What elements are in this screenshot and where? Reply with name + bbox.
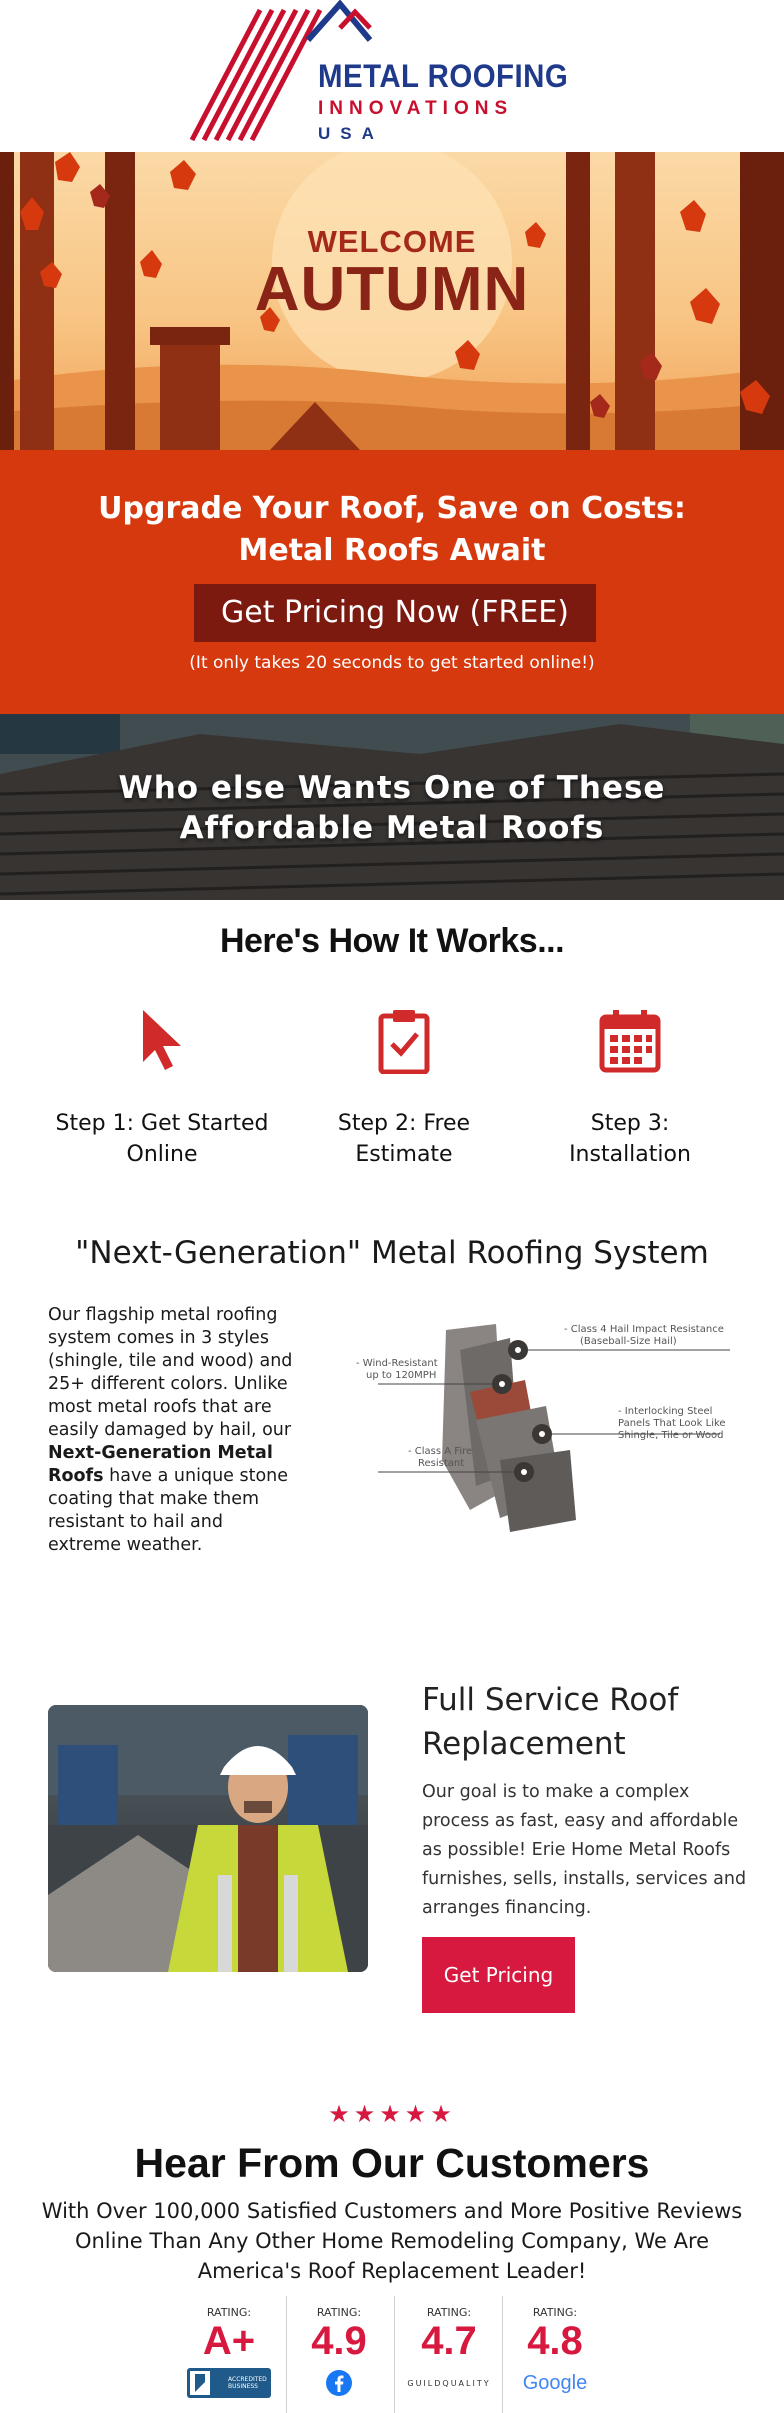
step-3-label bbox=[520, 1108, 740, 1170]
cta-note: (It only takes 20 seconds to get started online!) bbox=[189, 653, 595, 673]
caption-fire-line2: Resistant bbox=[418, 1458, 465, 1469]
five-star-icons: ★★★★★ bbox=[328, 2100, 456, 2128]
rating-value: 4.9 bbox=[311, 2319, 367, 2363]
next-gen-text-bold: Next-Generation Metal Roofs bbox=[48, 1443, 273, 1486]
reviews-title: Hear From Our Customers bbox=[134, 2140, 650, 2186]
step-2 bbox=[294, 1006, 514, 1170]
rating-label: RATING: bbox=[316, 2306, 362, 2319]
cta-headline-line1: Upgrade Your Roof, Save on Costs: bbox=[98, 491, 686, 526]
step-1-label bbox=[52, 1108, 272, 1170]
cta-section bbox=[0, 450, 784, 714]
reviews-subtitle: With Over 100,000 Satisfied Customers and More Positive Reviews Online Than Any Other Home Remodeling Company, We Are America's Roof Replacement Leader! bbox=[41, 2199, 743, 2283]
rating-value: 4.7 bbox=[421, 2319, 477, 2363]
roof-headline-line2: Affordable Metal Roofs bbox=[179, 810, 605, 846]
guildquality-logo-icon bbox=[394, 2367, 504, 2399]
next-gen-title: "Next-Generation" Metal Roofing System bbox=[75, 1235, 709, 1271]
google-text: Google bbox=[522, 2371, 588, 2394]
caption-wind bbox=[356, 1358, 438, 1382]
step-2-label-line2: Estimate bbox=[355, 1142, 453, 1167]
next-gen-description bbox=[48, 1304, 298, 1557]
get-pricing-now-button[interactable]: Get Pricing Now (FREE) bbox=[194, 584, 596, 642]
caption-wind-line1: - Wind-Resistant bbox=[356, 1358, 438, 1369]
cta-headline bbox=[0, 488, 784, 572]
next-gen-text-intro: Our flagship metal roofing system comes in 3 styles (shingle, tile and wood) and 25+ different colors. Unlike most metal roofs that are easily damaged by hail, our bbox=[48, 1305, 293, 1440]
caption-panels-line1: - Interlocking Steel bbox=[618, 1406, 713, 1417]
logo[interactable] bbox=[0, 0, 784, 152]
how-it-works-title: Here's How It Works... bbox=[219, 922, 565, 960]
rating-label: RATING: bbox=[426, 2306, 472, 2319]
rating-google[interactable] bbox=[500, 2298, 610, 2408]
caption-panels bbox=[618, 1406, 726, 1442]
roof-headline-line1: Who else Wants One of These bbox=[118, 770, 666, 806]
cta-headline-line2: Metal Roofs Await bbox=[238, 533, 546, 568]
get-pricing-button[interactable]: Get Pricing bbox=[422, 1937, 575, 2013]
caption-hail-line1: - Class 4 Hail Impact Resistance bbox=[564, 1324, 724, 1335]
facebook-logo-icon bbox=[284, 2367, 394, 2399]
full-service-description: Our goal is to make a complex process as fast, easy and affordable as possible! Erie Home Metal Roofs furnishes, sells, installs, services and arranges financing. bbox=[422, 1782, 747, 1918]
rating-bbb[interactable] bbox=[174, 2298, 284, 2408]
step-1 bbox=[52, 1006, 272, 1170]
step-2-label bbox=[294, 1108, 514, 1170]
step-1-label-line2: Online bbox=[126, 1142, 198, 1167]
caption-panels-line2: Panels That Look Like bbox=[618, 1418, 726, 1429]
bbb-badge-text: ACCREDITED BUSINESS bbox=[228, 2376, 267, 2390]
step-1-label-line1: Step 1: Get Started bbox=[55, 1111, 269, 1136]
full-service-title-line2: Replacement bbox=[422, 1726, 626, 1762]
step-3 bbox=[520, 1006, 740, 1170]
rating-label: RATING: bbox=[532, 2306, 578, 2319]
rating-label: RATING: bbox=[206, 2306, 252, 2319]
calendar-icon bbox=[520, 1006, 740, 1076]
caption-panels-line3: Shingle, Tile or Wood bbox=[618, 1430, 724, 1441]
rating-value: A+ bbox=[202, 2319, 256, 2363]
welcome-text: WELCOME bbox=[307, 224, 477, 259]
next-gen-text-outro: have a unique stone coating that make them resistant to hail and extreme weather. bbox=[48, 1466, 289, 1555]
logo-country: USA bbox=[318, 124, 384, 143]
roof-headline bbox=[0, 768, 784, 848]
autumn-text: AUTUMN bbox=[254, 255, 530, 324]
guildquality-text: GUILDQUALITY bbox=[407, 2378, 491, 2388]
rating-facebook[interactable] bbox=[284, 2298, 394, 2408]
caption-fire bbox=[408, 1446, 472, 1470]
caption-hail-line2: (Baseball-Size Hail) bbox=[580, 1336, 677, 1347]
logo-subtitle: INNOVATIONS bbox=[318, 98, 514, 119]
caption-fire-line1: - Class A Fire bbox=[408, 1446, 473, 1457]
full-service-title-line1: Full Service Roof bbox=[422, 1682, 679, 1718]
google-logo-icon bbox=[500, 2367, 610, 2399]
step-3-label-line1: Step 3: bbox=[590, 1111, 670, 1136]
step-2-label-line1: Step 2: Free bbox=[337, 1111, 471, 1136]
bbb-logo-icon bbox=[174, 2367, 284, 2399]
rating-guildquality[interactable] bbox=[394, 2298, 504, 2408]
step-3-label-line2: Installation bbox=[569, 1142, 691, 1167]
caption-wind-line2: up to 120MPH bbox=[366, 1370, 437, 1381]
autumn-banner bbox=[0, 152, 784, 450]
cursor-icon bbox=[52, 1006, 272, 1076]
rating-value: 4.8 bbox=[527, 2319, 583, 2363]
full-service-title bbox=[422, 1678, 742, 1766]
clipboard-check-icon bbox=[294, 1006, 514, 1076]
roof-layers-diagram bbox=[350, 1310, 740, 1540]
logo-title: METAL ROOFING bbox=[318, 58, 569, 94]
contractor-video-thumbnail[interactable] bbox=[48, 1705, 368, 1972]
caption-hail bbox=[564, 1324, 724, 1348]
roof-banner bbox=[0, 714, 784, 900]
